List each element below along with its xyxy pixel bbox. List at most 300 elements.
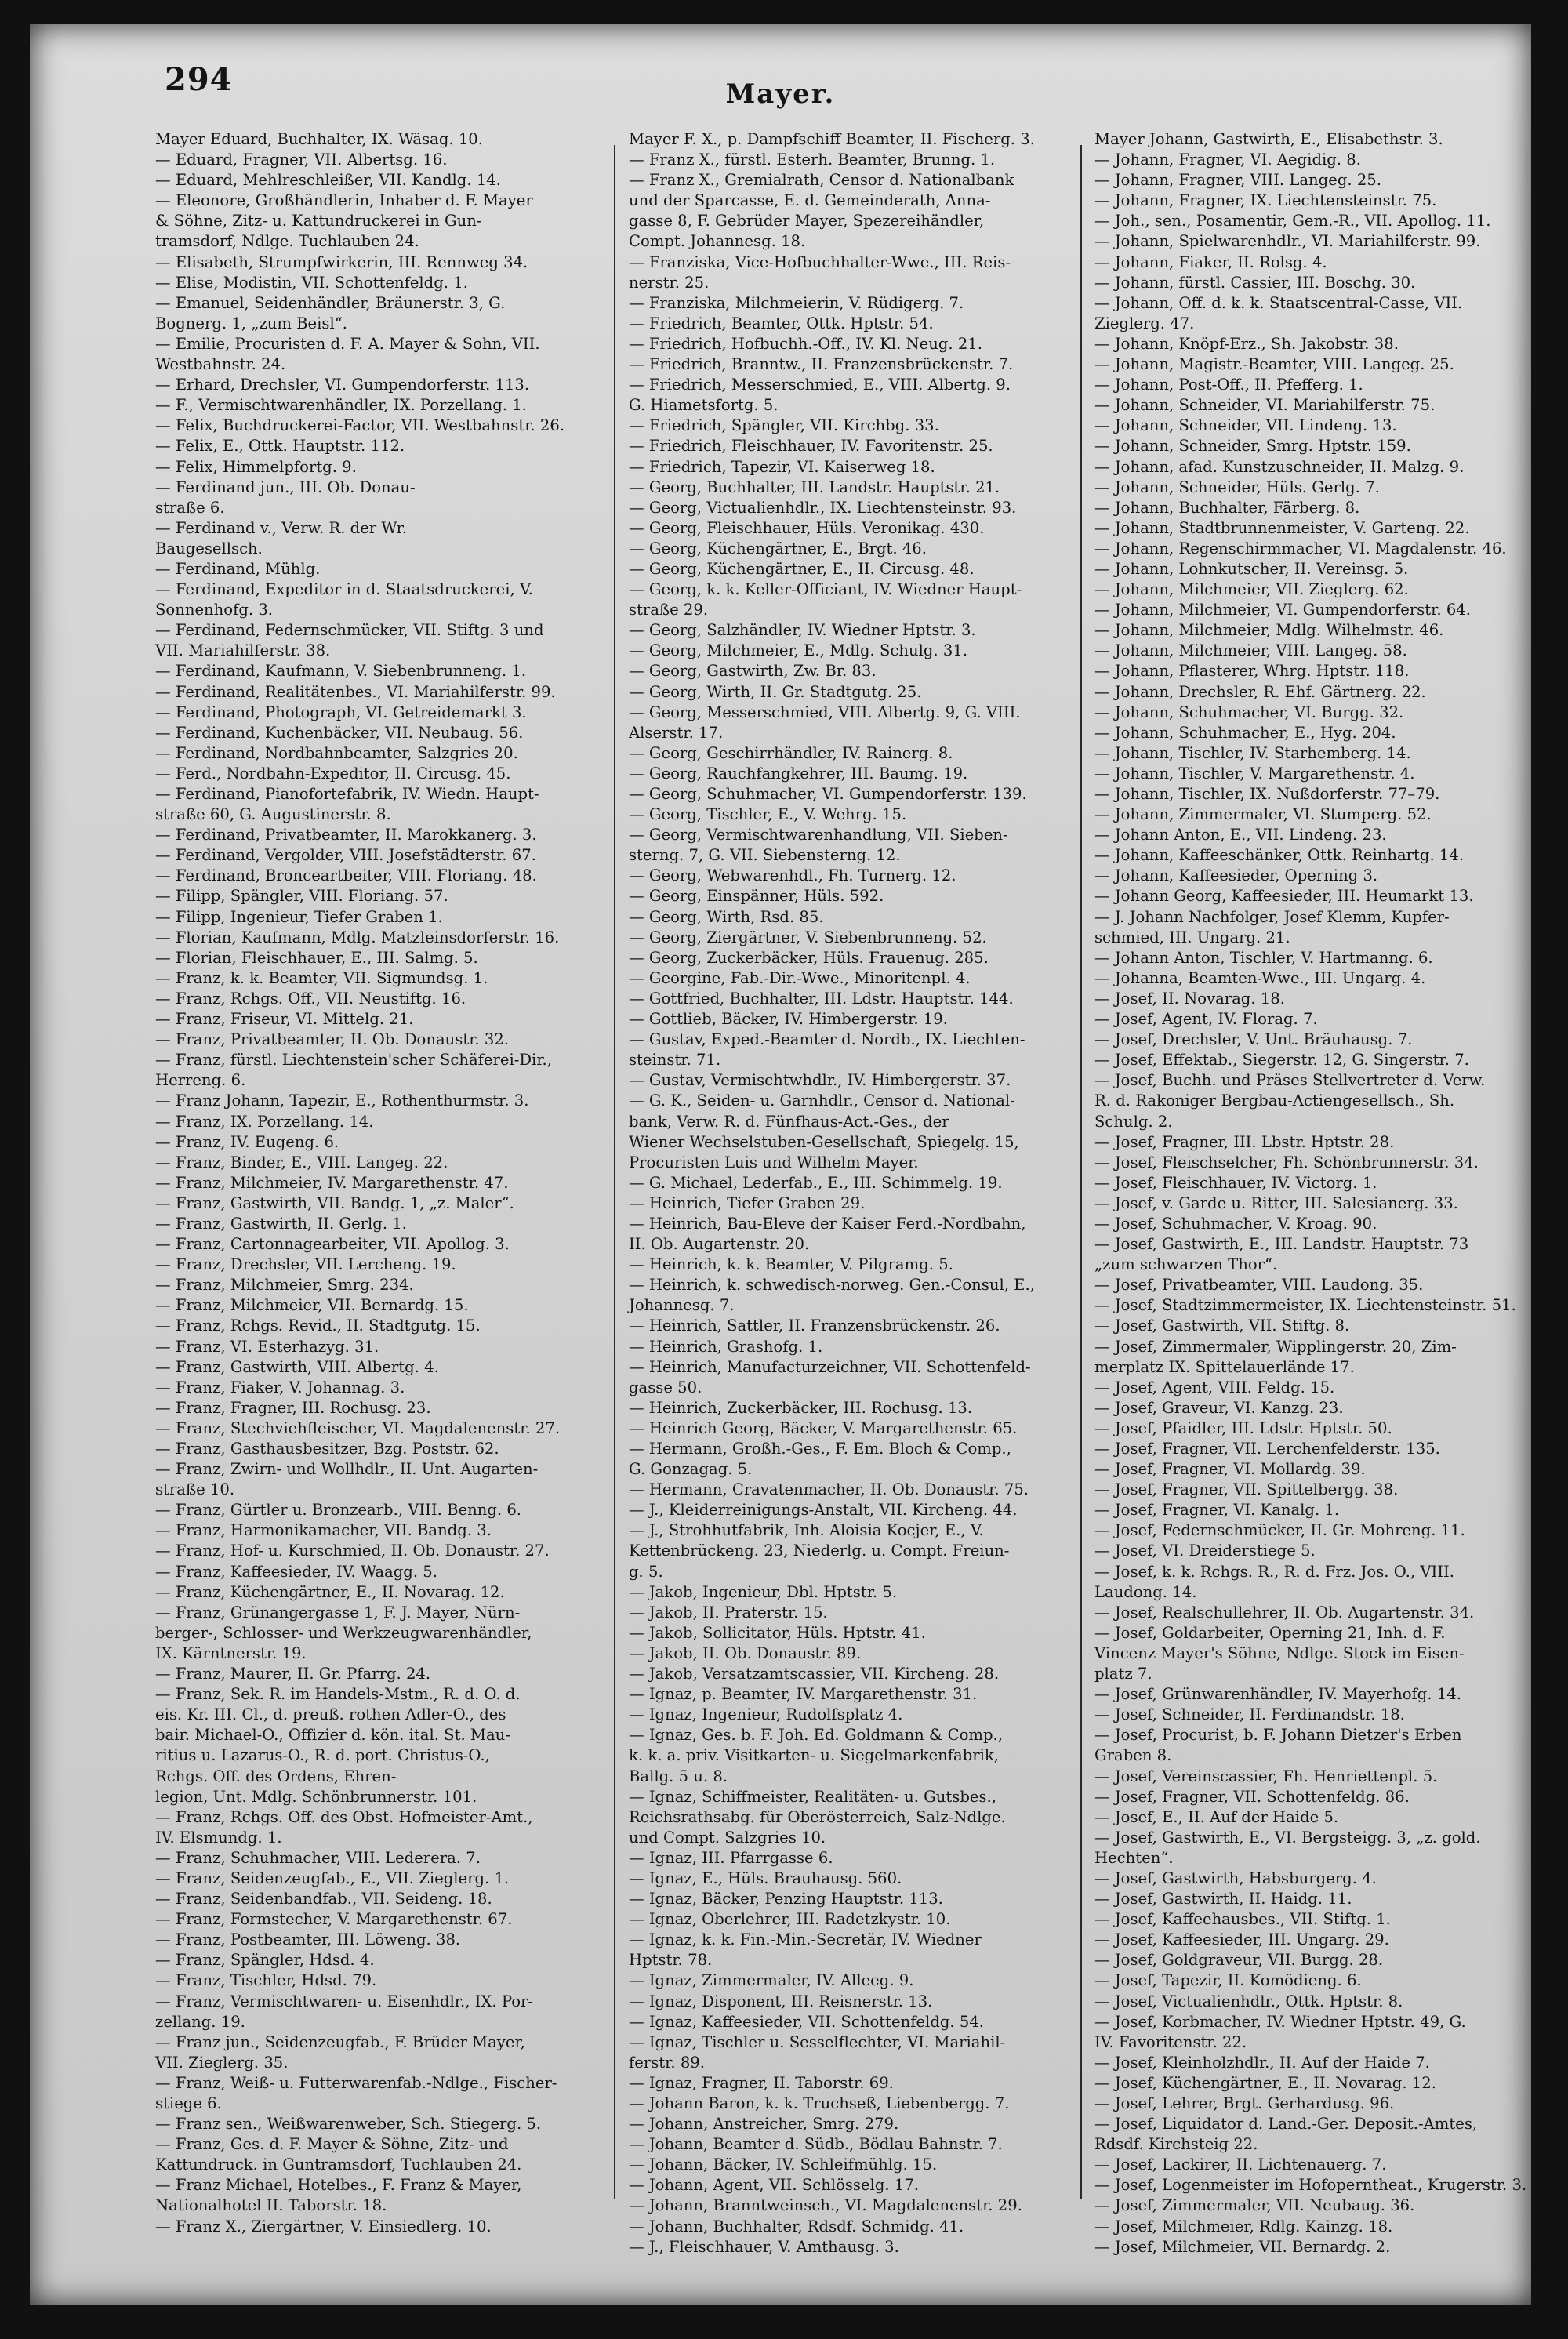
directory-entry-line: — Franz, Milchmeier, VII. Bernardg. 15.: [155, 1296, 469, 1315]
directory-entry-line: — Josef, Effektab., Siegerstr. 12, G. Singerstr. 7.: [1094, 1051, 1469, 1070]
directory-entry-line: — Johann, Schneider, VI. Mariahilferstr. 75.: [1094, 396, 1436, 415]
directory-entry-line: straße 10.: [155, 1480, 235, 1499]
directory-entry-line: — Franz, fürstl. Liechtenstein'scher Schäferei-Dir.,: [155, 1051, 552, 1070]
directory-entry-line: — Josef, Schneider, II. Ferdinandstr. 18.: [1094, 1705, 1405, 1724]
directory-entry-line: — Franz, Postbeamter, III. Löweng. 38.: [155, 1930, 461, 1949]
directory-entry-line: merplatz IX. Spittelauerlände 17.: [1094, 1357, 1355, 1376]
directory-entry-line: — Franz, Binder, E., VIII. Langeg. 22.: [155, 1153, 448, 1171]
directory-entry-line: — Georg, Wirth, Rsd. 85.: [629, 907, 824, 926]
directory-entry-line: — Josef, Kaffeehausbes., VII. Stiftg. 1.: [1094, 1910, 1391, 1929]
directory-entry-line: Alserstr. 17.: [629, 723, 724, 742]
directory-entry-line: — Florian, Fleischhauer, E., III. Salmg. 5.: [155, 948, 478, 967]
directory-entry-line: g. 5.: [629, 1562, 663, 1581]
directory-entry-line: schmied, III. Ungarg. 21.: [1094, 928, 1290, 946]
directory-entry-line: — Johann, Fragner, VIII. Langeg. 25.: [1094, 171, 1381, 190]
column-1: [155, 129, 604, 2235]
directory-entry-line: Graben 8.: [1094, 1746, 1172, 1765]
directory-entry-line: und Compt. Salzgries 10.: [629, 1828, 826, 1847]
directory-entry-line: eis. Kr. III. Cl., d. preuß. rothen Adler-O., des: [155, 1705, 506, 1724]
directory-entry-line: — Josef, Korbmacher, IV. Wiedner Hptstr. 49, G.: [1094, 2012, 1466, 2031]
directory-entry-line: — Felix, E., Ottk. Hauptstr. 112.: [155, 437, 405, 456]
directory-entry-line: — Franz Michael, Hotelbes., F. Franz & Mayer,: [155, 2176, 522, 2195]
directory-entry-line: Rchgs. Off. des Ordens, Ehren-: [155, 1767, 397, 1785]
directory-entry-line: — Franz, k. k. Beamter, VII. Sigmundsg. 1.: [155, 968, 488, 987]
directory-entry-line: — Franz, Seidenzeugfab., E., VII. Zieglerg. 1.: [155, 1869, 510, 1887]
directory-entry-line: Rdsdf. Kirchsteig 22.: [1094, 2135, 1258, 2154]
directory-entry-line: — Georg, Vermischtwarenhandlung, VII. Sieben-: [629, 826, 1008, 844]
directory-entry-line: bank, Verw. R. d. Fünfhaus-Act.-Ges., der: [629, 1112, 949, 1131]
directory-entry-line: Sonnenhofg. 3.: [155, 601, 274, 619]
directory-entry-line: k. k. a. priv. Visitkarten- u. Siegelmarkenfabrik,: [629, 1746, 999, 1765]
directory-entry-line: — Franziska, Milchmeierin, V. Rüdigerg. 7.: [629, 293, 964, 312]
directory-entry-line: — Franz, Milchmeier, IV. Margarethenstr. 47.: [155, 1173, 509, 1192]
directory-entry-line: — Johann Baron, k. k. Truchseß, Liebenbergg. 7.: [629, 2094, 1010, 2112]
directory-entry-line: — Franz, Stechviehfleischer, VI. Magdalenenstr. 27.: [155, 1418, 561, 1437]
directory-entry-line: — Franz X., fürstl. Esterh. Beamter, Brunng. 1.: [629, 151, 996, 169]
directory-entry-line: — Johann, Milchmeier, Mdlg. Wilhelmstr. 46.: [1094, 621, 1444, 640]
directory-entry-line: — Johann Georg, Kaffeesieder, III. Heumarkt 13.: [1094, 887, 1474, 906]
directory-entry-line: — Georg, k. k. Keller-Officiant, IV. Wiedner Haupt-: [629, 580, 1022, 599]
directory-entry-line: — Josef, Privatbeamter, VIII. Laudong. 35.: [1094, 1276, 1424, 1295]
directory-entry-line: bair. Michael-O., Offizier d. kön. ital. St. Mau-: [155, 1726, 510, 1745]
directory-entry-line: gasse 8, F. Gebrüder Mayer, Spezereihändler,: [629, 212, 985, 231]
directory-entry-line: ferstr. 89.: [629, 2053, 705, 2072]
directory-entry-line: — Josef, Goldarbeiter, Operning 21, Inh. d. F.: [1094, 1623, 1446, 1642]
directory-entry-line: „zum schwarzen Thor“.: [1094, 1255, 1278, 1274]
directory-entry-line: — Ignaz, Fragner, II. Taborstr. 69.: [629, 2073, 894, 2092]
directory-entry-line: Nationalhotel II. Taborstr. 18.: [155, 2196, 387, 2215]
directory-entry-line: — Georg, Geschirrhändler, IV. Rainerg. 8.: [629, 743, 953, 762]
directory-entry-line: — Franz X., Ziergärtner, V. Einsiedlerg. 10.: [155, 2217, 492, 2235]
directory-entry-line: G. Hiametsfortg. 5.: [629, 396, 779, 415]
directory-entry-line: — Friedrich, Spängler, VII. Kirchbg. 33.: [629, 416, 939, 435]
directory-entry-line: Hechten“.: [1094, 1848, 1174, 1867]
directory-entry-line: — Georg, Webwarenhdl., Fh. Turnerg. 12.: [629, 866, 956, 885]
directory-entry-line: — Josef, Fragner, VI. Kanalg. 1.: [1094, 1501, 1340, 1520]
directory-entry-line: — Josef, Procurist, b. F. Johann Dietzer's Erben: [1094, 1726, 1462, 1745]
directory-entry-line: — Josef, E., II. Auf der Haide 5.: [1094, 1807, 1339, 1826]
directory-entry-line: — Georg, Küchengärtner, E., II. Circusg. 48.: [629, 559, 975, 578]
directory-entry-line: — Josef, Lackirer, II. Lichtenauerg. 7.: [1094, 2156, 1387, 2174]
directory-entry-line: — Johann, Fragner, VI. Aegidig. 8.: [1094, 151, 1361, 169]
directory-entry-line: — Georg, Tischler, E., V. Wehrg. 15.: [629, 805, 907, 824]
directory-entry-line: — Georgine, Fab.-Dir.-Wwe., Minoritenpl. 4.: [629, 968, 971, 987]
directory-entry-line: — Johann, Spielwarenhdlr., VI. Mariahilferstr. 99.: [1094, 232, 1481, 251]
directory-entry-line: — Josef, Agent, VIII. Feldg. 15.: [1094, 1378, 1335, 1396]
directory-entry-line: — Ferdinand, Bronceartbeiter, VIII. Floriang. 48.: [155, 866, 537, 885]
directory-entry-line: — Johann, Branntweinsch., VI. Magdalenenstr. 29.: [629, 2196, 1022, 2215]
directory-entry-line: — Georg, Messerschmied, VIII. Albertg. 9, G. VIII.: [629, 703, 1021, 721]
directory-entry-line: IX. Kärntnerstr. 19.: [155, 1643, 307, 1662]
directory-entry-line: Herreng. 6.: [155, 1071, 246, 1090]
directory-entry-line: — Josef, Victualienhdlr., Ottk. Hptstr. 8.: [1094, 1992, 1403, 2010]
directory-entry-line: — Georg, Gastwirth, Zw. Br. 83.: [629, 662, 877, 681]
directory-entry-line: — Ignaz, Ingenieur, Rudolfsplatz 4.: [629, 1705, 903, 1724]
directory-entry-line: — Filipp, Spängler, VIII. Floriang. 57.: [155, 887, 448, 906]
directory-entry-line: — Emilie, Procuristen d. F. A. Mayer & Sohn, VII.: [155, 334, 540, 353]
directory-entry-line: berger-, Schlosser- und Werkzeugwarenhändler,: [155, 1623, 532, 1642]
directory-entry-line: — Ferd., Nordbahn-Expeditor, II. Circusg. 45.: [155, 764, 511, 783]
directory-entry-line: tramsdorf, Ndlge. Tuchlauben 24.: [155, 232, 419, 251]
directory-entry-line: — Heinrich Georg, Bäcker, V. Margarethenstr. 65.: [629, 1418, 1018, 1437]
directory-entry-line: — Heinrich, Grashofg. 1.: [629, 1337, 823, 1356]
directory-entry-line: — Ferdinand, Privatbeamter, II. Marokkanerg. 3.: [155, 826, 537, 844]
directory-entry-line: — Franz, Zwirn- und Wollhdlr., II. Unt. Augarten-: [155, 1460, 539, 1479]
directory-entry-line: — Josef, II. Novarag. 18.: [1094, 989, 1285, 1008]
directory-entry-line: — Felix, Himmelpfortg. 9.: [155, 457, 357, 476]
directory-entry-line: — Ignaz, p. Beamter, IV. Margarethenstr. 31.: [629, 1685, 978, 1704]
directory-entry-line: — Johann, fürstl. Cassier, III. Boschg. 30.: [1094, 273, 1416, 292]
directory-entry-line: — Ferdinand, Vergolder, VIII. Josefstädterstr. 67.: [155, 846, 536, 865]
directory-entry-line: — Elise, Modistin, VII. Schottenfeldg. 1.: [155, 273, 468, 292]
directory-entry-line: — Josef, Graveur, VI. Kanzg. 23.: [1094, 1398, 1344, 1417]
directory-entry-line: — Johann, Milchmeier, VII. Zieglerg. 62.: [1094, 580, 1409, 599]
directory-entry-line: — Josef, VI. Dreiderstiege 5.: [1094, 1542, 1316, 1560]
directory-entry-line: — Hermann, Großh.-Ges., F. Em. Bloch & Comp.,: [629, 1440, 1011, 1458]
directory-entry-line: — G. Michael, Lederfab., E., III. Schimmelg. 19.: [629, 1173, 1003, 1192]
directory-entry-line: Reichsrathsabg. für Oberösterreich, Salz-Ndlge.: [629, 1807, 1006, 1826]
directory-entry-line: — Johann, Buchhalter, Rdsdf. Schmidg. 41.: [629, 2217, 964, 2235]
directory-entry-line: — Josef, Grünwarenhändler, IV. Mayerhofg. 14.: [1094, 1685, 1461, 1704]
column-divider: [614, 145, 615, 2199]
directory-entry-line: Zieglerg. 47.: [1094, 314, 1195, 332]
directory-entry-line: — Johann, Magistr.-Beamter, VIII. Langeg. 25.: [1094, 355, 1454, 374]
directory-entry-line: — Johann, Post-Off., II. Pfefferg. 1.: [1094, 376, 1363, 394]
directory-entry-line: — Ignaz, Ges. b. F. Joh. Ed. Goldmann & Comp.,: [629, 1726, 1003, 1745]
directory-entry-line: Procuristen Luis und Wilhelm Mayer.: [629, 1153, 919, 1171]
directory-entry-line: — Josef, Kleinholzhdlr., II. Auf der Haide 7.: [1094, 2053, 1430, 2072]
directory-entry-line: — Heinrich, k. schwedisch-norweg. Gen.-Consul, E.,: [629, 1276, 1035, 1295]
directory-entry-line: Westbahnstr. 24.: [155, 355, 286, 374]
directory-entry-line: — Johann, Fragner, IX. Liechtensteinstr. 75.: [1094, 191, 1437, 210]
directory-entry-line: — Jakob, Sollicitator, Hüls. Hptstr. 41.: [629, 1623, 926, 1642]
directory-entry-line: Compt. Johannesg. 18.: [629, 232, 806, 251]
directory-entry-line: — Johann, Tischler, IX. Nußdorferstr. 77–79.: [1094, 785, 1440, 803]
directory-entry-line: — Johann, Schneider, Hüls. Gerlg. 7.: [1094, 478, 1380, 496]
directory-entry-line: — Josef, Schuhmacher, V. Kroag. 90.: [1094, 1214, 1377, 1233]
directory-entry-line: — Josef, Fragner, VII. Lerchenfelderstr. 135.: [1094, 1440, 1440, 1458]
directory-entry-line: — Josef, Pfaidler, III. Ldstr. Hptstr. 50.: [1094, 1418, 1392, 1437]
directory-entry-line: — Franz, Maurer, II. Gr. Pfarrg. 24.: [155, 1665, 431, 1683]
column-2: [629, 129, 1070, 2256]
directory-entry-line: — Georg, Schuhmacher, VI. Gumpendorferstr. 139.: [629, 785, 1027, 803]
directory-entry-line: — Franz, Gastwirth, VIII. Albertg. 4.: [155, 1357, 439, 1376]
directory-entry-line: — Josef, Zimmermaler, Wipplingerstr. 20, Zim-: [1094, 1337, 1457, 1356]
directory-entry-line: — Ferdinand, Kuchenbäcker, VII. Neubaug. 56.: [155, 723, 524, 742]
directory-entry-line: — Heinrich, Manufacturzeichner, VII. Schottenfeld-: [629, 1357, 1031, 1376]
directory-entry-line: R. d. Rakoniger Bergbau-Actiengesellsch., Sh.: [1094, 1091, 1455, 1110]
directory-entry-line: ritius u. Lazarus-O., R. d. port. Christus-O.,: [155, 1746, 490, 1765]
directory-entry-line: — Johann, Bäcker, IV. Schleifmühlg. 15.: [629, 2156, 938, 2174]
directory-entry-line: — Johann, Agent, VII. Schlösselg. 17.: [629, 2176, 920, 2195]
directory-entry-line: — Ignaz, Bäcker, Penzing Hauptstr. 113.: [629, 1890, 943, 1909]
directory-entry-line: nerstr. 25.: [629, 273, 710, 292]
directory-entry-line: — Franz, Milchmeier, Smrg. 234.: [155, 1276, 414, 1295]
directory-entry-line: Vincenz Mayer's Söhne, Ndlge. Stock im Eisen-: [1094, 1643, 1465, 1662]
directory-entry-line: & Söhne, Zitz- u. Kattundruckerei in Gun-: [155, 212, 482, 231]
directory-entry-line: — Josef, Gastwirth, II. Haidg. 11.: [1094, 1890, 1352, 1909]
directory-entry-line: — Eleonore, Großhändlerin, Inhaber d. F. Mayer: [155, 191, 533, 210]
directory-entry-line: — Ferdinand, Kaufmann, V. Siebenbrunneng. 1.: [155, 662, 527, 681]
directory-entry-line: — Johann, Kaffeeschänker, Ottk. Reinhartg. 14.: [1094, 846, 1465, 865]
directory-entry-line: — Josef, Drechsler, V. Unt. Bräuhausg. 7.: [1094, 1030, 1413, 1049]
directory-entry-line: — Johanna, Beamten-Wwe., III. Ungarg. 4.: [1094, 968, 1426, 987]
directory-entry-line: — Johann, Zimmermaler, VI. Stumperg. 52.: [1094, 805, 1432, 824]
directory-entry-line: — Elisabeth, Strumpfwirkerin, III. Rennweg 34.: [155, 252, 528, 271]
directory-entry-line: — Ignaz, Oberlehrer, III. Radetzkystr. 10.: [629, 1910, 951, 1929]
directory-entry-line: Wiener Wechselstuben-Gesellschaft, Spiegelg. 15,: [629, 1132, 1019, 1151]
directory-entry-line: — Franz, Ges. d. F. Mayer & Söhne, Zitz- und: [155, 2135, 509, 2154]
directory-entry-line: — Josef, Vereinscassier, Fh. Henriettenpl. 5.: [1094, 1767, 1438, 1785]
directory-entry-line: — Josef, k. k. Rchgs. R., R. d. Frz. Jos. O., VIII.: [1094, 1562, 1454, 1581]
directory-entry-line: — Georg, Victualienhdlr., IX. Liechtensteinstr. 93.: [629, 498, 1017, 517]
directory-entry-line: IV. Favoritenstr. 22.: [1094, 2032, 1247, 2051]
directory-entry-line: — Franz, Kaffeesieder, IV. Waagg. 5.: [155, 1562, 437, 1581]
directory-entry-line: — Friedrich, Hofbuchh.-Off., IV. Kl. Neug. 21.: [629, 334, 982, 353]
directory-entry-line: — Josef, Liquidator d. Land.-Ger. Deposit.-Amtes,: [1094, 2115, 1478, 2134]
directory-entry-line: II. Ob. Augartenstr. 20.: [629, 1235, 810, 1254]
directory-entry-line: — Franz, Küchengärtner, E., II. Novarag. 12.: [155, 1582, 505, 1601]
directory-entry-line: — Franz, IX. Porzellang. 14.: [155, 1112, 374, 1131]
directory-entry-line: — Josef, Zimmermaler, VII. Neubaug. 36.: [1094, 2196, 1415, 2215]
page-heading: Mayer.: [725, 78, 836, 110]
directory-entry-line: — Johann, Schneider, VII. Lindeng. 13.: [1094, 416, 1397, 435]
directory-entry-line: legion, Unt. Mdlg. Schönbrunnerstr. 101.: [155, 1787, 477, 1806]
directory-entry-line: — Josef, Gastwirth, E., VI. Bergsteigg. 3, „z. gold.: [1094, 1828, 1481, 1847]
directory-entry-line: — J., Kleiderreinigungs-Anstalt, VII. Kircheng. 44.: [629, 1501, 1018, 1520]
directory-entry-line: — Eduard, Mehlreschleißer, VII. Kandlg. 14.: [155, 171, 501, 190]
directory-entry-line: — Josef, Agent, IV. Florag. 7.: [1094, 1010, 1318, 1029]
directory-entry-line: — Josef, Milchmeier, Rdlg. Kainzg. 18.: [1094, 2217, 1393, 2235]
directory-entry-line: — Friedrich, Branntw., II. Franzensbrückenstr. 7.: [629, 355, 1014, 374]
directory-entry-line: — Johann, Regenschirmmacher, VI. Magdalenstr. 46.: [1094, 539, 1507, 558]
directory-entry-line: — Ferdinand, Pianofortefabrik, IV. Wiedn. Haupt-: [155, 785, 539, 803]
directory-entry-line: — Friedrich, Fleischhauer, IV. Favoritenstr. 25.: [629, 437, 993, 456]
directory-entry-line: — Johann, Beamter d. Südb., Bödlau Bahnstr. 7.: [629, 2135, 1003, 2154]
directory-entry-line: — Johann, Kaffeesieder, Operning 3.: [1094, 866, 1378, 885]
directory-entry-line: — Josef, Milchmeier, VII. Bernardg. 2.: [1094, 2237, 1391, 2256]
directory-entry-line: — Franz X., Gremialrath, Censor d. Nationalbank: [629, 171, 1014, 190]
directory-entry-line: — Josef, Fleischhauer, IV. Victorg. 1.: [1094, 1173, 1377, 1192]
directory-entry-line: — Georg, Milchmeier, E., Mdlg. Schulg. 31.: [629, 641, 968, 660]
directory-entry-line: — Johann Anton, Tischler, V. Hartmanng. 6.: [1094, 948, 1433, 967]
directory-entry-line: — Franz, Gasthausbesitzer, Bzg. Poststr. 62.: [155, 1440, 499, 1458]
directory-entry-line: — Johann, Knöpf-Erz., Sh. Jakobstr. 38.: [1094, 334, 1399, 353]
directory-entry-line: IV. Elsmundg. 1.: [155, 1828, 282, 1847]
directory-entry-line: — Ferdinand v., Verw. R. der Wr.: [155, 518, 408, 537]
directory-entry-line: — J., Strohhutfabrik, Inh. Aloisia Kocjer, E., V.: [629, 1521, 984, 1540]
directory-entry-line: — Franziska, Vice-Hofbuchhalter-Wwe., III. Reis-: [629, 252, 1011, 271]
directory-entry-line: — Franz, Hof- u. Kurschmied, II. Ob. Donaustr. 27.: [155, 1542, 550, 1560]
directory-entry-line: — Josef, Fragner, VI. Mollardg. 39.: [1094, 1460, 1366, 1479]
directory-entry-line: straße 6.: [155, 498, 225, 517]
directory-entry-line: — Johann Anton, E., VII. Lindeng. 23.: [1094, 826, 1387, 844]
directory-entry-line: — Franz, Grünangergasse 1, F. J. Mayer, Nürn-: [155, 1603, 521, 1622]
directory-entry-line: — Heinrich, Tiefer Graben 29.: [629, 1193, 866, 1212]
directory-entry-line: — Georg, Rauchfangkehrer, III. Baumg. 19.: [629, 764, 968, 783]
directory-entry-line: — Friedrich, Messerschmied, E., VIII. Albertg. 9.: [629, 376, 1011, 394]
directory-entry-line: — Johann, Milchmeier, VIII. Langeg. 58.: [1094, 641, 1407, 660]
directory-entry-line: — G. K., Seiden- u. Garnhdlr., Censor d. National-: [629, 1091, 1015, 1110]
directory-entry-line: straße 60, G. Augustinerstr. 8.: [155, 805, 391, 824]
directory-entry-line: platz 7.: [1094, 1665, 1152, 1683]
directory-entry-line: — Gottlieb, Bäcker, IV. Himbergerstr. 19.: [629, 1010, 948, 1029]
directory-entry-line: — Josef, Gastwirth, E., III. Landstr. Hauptstr. 73: [1094, 1235, 1469, 1254]
directory-entry-line: — Franz, Spängler, Hdsd. 4.: [155, 1951, 375, 1970]
directory-entry-line: — Eduard, Fragner, VII. Albertsg. 16.: [155, 151, 448, 169]
directory-entry-line: — Ignaz, Schiffmeister, Realitäten- u. Gutsbes.,: [629, 1787, 997, 1806]
directory-entry-line: VII. Mariahilferstr. 38.: [155, 641, 331, 660]
directory-entry-line: — Franz, Sek. R. im Handels-Mstm., R. d. O. d.: [155, 1685, 521, 1704]
directory-entry-line: — Johann, Pflasterer, Whrg. Hptstr. 118.: [1094, 662, 1410, 681]
directory-entry-line: — Johann, Milchmeier, VI. Gumpendorferstr. 64.: [1094, 601, 1471, 619]
directory-entry-line: — Franz sen., Weißwarenweber, Sch. Stiegerg. 5.: [155, 2115, 542, 2134]
directory-entry-line: — Franz, Vermischtwaren- u. Eisenhdlr., IX. Por-: [155, 1992, 533, 2010]
directory-entry-line: — Josef, Stadtzimmermeister, IX. Liechtensteinstr. 51.: [1094, 1296, 1516, 1315]
directory-entry-line: — Emanuel, Seidenhändler, Bräunerstr. 3, G.: [155, 293, 506, 312]
directory-entry-line: straße 29.: [629, 601, 709, 619]
directory-entry-line: — Josef, Federnschmücker, II. Gr. Mohreng. 11.: [1094, 1521, 1465, 1540]
directory-entry-line: — Ignaz, E., Hüls. Brauhausg. 560.: [629, 1869, 902, 1887]
directory-entry-line: — Johann, Schuhmacher, E., Hyg. 204.: [1094, 723, 1396, 742]
directory-entry-line: — Franz, Weiß- u. Futterwarenfab.-Ndlge., Fischer-: [155, 2073, 557, 2092]
directory-entry-line: — Gustav, Vermischtwhdlr., IV. Himbergerstr. 37.: [629, 1071, 1011, 1090]
directory-entry-line: — Georg, Buchhalter, III. Landstr. Hauptstr. 21.: [629, 478, 1000, 496]
directory-entry-line: Schulg. 2.: [1094, 1112, 1173, 1131]
directory-entry-line: Kattundruck. in Guntramsdorf, Tuchlauben 24.: [155, 2156, 522, 2174]
directory-entry-line: — Ferdinand, Realitätenbes., VI. Mariahilferstr. 99.: [155, 682, 556, 701]
directory-entry-line: — Johann, Schneider, Smrg. Hptstr. 159.: [1094, 437, 1411, 456]
directory-entry-line: — Josef, Goldgraveur, VII. Burgg. 28.: [1094, 1951, 1384, 1970]
directory-entry-line: — Josef, Kaffeesieder, III. Ungarg. 29.: [1094, 1930, 1389, 1949]
directory-entry-line: — Franz, IV. Eugeng. 6.: [155, 1132, 339, 1151]
directory-entry-line: VII. Zieglerg. 35.: [155, 2053, 289, 2072]
directory-entry-line: — Franz, Gastwirth, II. Gerlg. 1.: [155, 1214, 407, 1233]
directory-entry-line: Baugesellsch.: [155, 539, 263, 558]
directory-entry-line: — J. Johann Nachfolger, Josef Klemm, Kupfer-: [1094, 907, 1450, 926]
directory-entry-line: — Ignaz, Disponent, III. Reisnerstr. 13.: [629, 1992, 933, 2010]
directory-entry-line: — Georg, Ziergärtner, V. Siebenbrunneng. 52.: [629, 928, 987, 946]
directory-entry-line: — Franz, Formstecher, V. Margarethenstr. 67.: [155, 1910, 513, 1929]
directory-entry-line: — Johann, afad. Kunstzuschneider, II. Malzg. 9.: [1094, 457, 1465, 476]
directory-page: [30, 24, 1531, 2305]
directory-entry-line: — Johann, Off. d. k. k. Staatscentral-Casse, VII.: [1094, 293, 1463, 312]
directory-entry-line: — Georg, Einspänner, Hüls. 592.: [629, 887, 884, 906]
directory-entry-line: — Johann, Anstreicher, Smrg. 279.: [629, 2115, 899, 2134]
directory-entry-line: — Hermann, Cravatenmacher, II. Ob. Donaustr. 75.: [629, 1480, 1029, 1499]
directory-entry-line: — Josef, Buchh. und Präses Stellvertreter d. Verw.: [1094, 1071, 1486, 1090]
directory-entry-line: — Franz, Gastwirth, VII. Bandg. 1, „z. Maler“.: [155, 1193, 514, 1212]
directory-entry-line: Mayer Johann, Gastwirth, E., Elisabethstr. 3.: [1094, 130, 1443, 148]
directory-entry-line: — Johann, Tischler, IV. Starhemberg. 14.: [1094, 743, 1411, 762]
directory-entry-line: — Franz, Rchgs. Revid., II. Stadtgutg. 15.: [155, 1317, 481, 1335]
directory-entry-line: — Josef, Tapezir, II. Komödieng. 6.: [1094, 1971, 1362, 1990]
directory-entry-line: — Josef, Realschullehrer, II. Ob. Augartenstr. 34.: [1094, 1603, 1475, 1622]
directory-entry-line: — Johann, Buchhalter, Färberg. 8.: [1094, 498, 1360, 517]
directory-entry-line: G. Gonzagag. 5.: [629, 1460, 753, 1479]
directory-entry-line: — Friedrich, Beamter, Ottk. Hptstr. 54.: [629, 314, 934, 332]
directory-entry-line: — Gottfried, Buchhalter, III. Ldstr. Hauptstr. 144.: [629, 989, 1014, 1008]
directory-entry-line: — Franz, Rchgs. Off. des Obst. Hofmeister-Amt.,: [155, 1807, 533, 1826]
directory-entry-line: — Ignaz, Tischler u. Sesselflechter, VI. Mariahil-: [629, 2032, 1006, 2051]
directory-entry-line: — Friedrich, Tapezir, VI. Kaiserweg 18.: [629, 457, 935, 476]
directory-entry-line: — Filipp, Ingenieur, Tiefer Graben 1.: [155, 907, 443, 926]
directory-entry-line: — Jakob, Versatzamtscassier, VII. Kircheng. 28.: [629, 1665, 1000, 1683]
directory-entry-line: — Franz, Rchgs. Off., VII. Neustiftg. 16.: [155, 989, 466, 1008]
directory-entry-line: — Ferdinand, Expeditor in d. Staatsdruckerei, V.: [155, 580, 533, 599]
directory-entry-line: — Josef, Fragner, VII. Spittelbergg. 38.: [1094, 1480, 1399, 1499]
directory-entry-line: — Ferdinand jun., III. Ob. Donau-: [155, 478, 416, 496]
directory-entry-line: — Johann, Fiaker, II. Rolsg. 4.: [1094, 252, 1327, 271]
directory-entry-line: — Ferdinand, Photograph, VI. Getreidemarkt 3.: [155, 703, 527, 721]
directory-entry-line: — Josef, Fragner, VII. Schottenfeldg. 86.: [1094, 1787, 1410, 1806]
directory-entry-line: — Jakob, II. Praterstr. 15.: [629, 1603, 828, 1622]
directory-entry-line: — Georg, Fleischhauer, Hüls. Veronikag. 430.: [629, 518, 985, 537]
directory-entry-line: — Florian, Kaufmann, Mdlg. Matzleinsdorferstr. 16.: [155, 928, 560, 946]
directory-entry-line: — Franz, Fiaker, V. Johannag. 3.: [155, 1378, 405, 1396]
directory-entry-line: Kettenbrückeng. 23, Niederlg. u. Compt. Freiun-: [629, 1542, 1010, 1560]
directory-entry-line: — Franz, VI. Esterhazyg. 31.: [155, 1337, 379, 1356]
directory-entry-line: — Franz, Seidenbandfab., VII. Seideng. 18.: [155, 1890, 492, 1909]
directory-entry-line: — Jakob, Ingenieur, Dbl. Hptstr. 5.: [629, 1582, 898, 1601]
directory-entry-line: gasse 50.: [629, 1378, 702, 1396]
directory-entry-line: — Heinrich, Sattler, II. Franzensbrückenstr. 26.: [629, 1317, 1000, 1335]
directory-entry-line: — Johann, Schuhmacher, VI. Burgg. 32.: [1094, 703, 1404, 721]
directory-entry-line: — J., Fleischhauer, V. Amthausg. 3.: [629, 2237, 899, 2256]
directory-entry-line: — Heinrich, Bau-Eleve der Kaiser Ferd.-Nordbahn,: [629, 1214, 1026, 1233]
directory-entry-line: — Franz, Drechsler, VII. Lercheng. 19.: [155, 1255, 456, 1274]
directory-entry-line: — Josef, Gastwirth, VII. Stiftg. 8.: [1094, 1317, 1350, 1335]
directory-entry-line: — Ferdinand, Nordbahnbeamter, Salzgries 20.: [155, 743, 518, 762]
directory-entry-line: — Franz, Schuhmacher, VIII. Lederera. 7.: [155, 1848, 481, 1867]
directory-entry-line: Bognerg. 1, „zum Beisl“.: [155, 314, 347, 332]
directory-entry-line: — Ignaz, Zimmermaler, IV. Alleeg. 9.: [629, 1971, 914, 1990]
directory-entry-line: sterng. 7, G. VII. Siebensterng. 12.: [629, 846, 901, 865]
directory-entry-line: — Josef, Küchengärtner, E., II. Novarag. 12.: [1094, 2073, 1436, 2092]
directory-entry-line: — Georg, Wirth, II. Gr. Stadtgutg. 25.: [629, 682, 922, 701]
directory-entry-line: — Johann, Tischler, V. Margarethenstr. 4.: [1094, 764, 1415, 783]
directory-entry-line: — Franz, Gürtler u. Bronzearb., VIII. Benng. 6.: [155, 1501, 522, 1520]
directory-entry-line: — Josef, Lehrer, Brgt. Gerhardusg. 96.: [1094, 2094, 1395, 2112]
directory-entry-line: — Heinrich, k. k. Beamter, V. Pilgramg. 5.: [629, 1255, 953, 1274]
directory-entry-line: — Georg, Küchengärtner, E., Brgt. 46.: [629, 539, 927, 558]
directory-entry-line: Mayer F. X., p. Dampfschiff Beamter, II. Fischerg. 3.: [629, 130, 1035, 148]
directory-entry-line: — Gustav, Exped.-Beamter d. Nordb., IX. Liechten-: [629, 1030, 1025, 1049]
directory-entry-line: Ballg. 5 u. 8.: [629, 1767, 728, 1785]
directory-entry-line: — Franz, Privatbeamter, II. Ob. Donaustr. 32.: [155, 1030, 510, 1049]
directory-entry-line: — Ferdinand, Mühlg.: [155, 559, 321, 578]
directory-entry-line: — Johann, Lohnkutscher, II. Vereinsg. 5.: [1094, 559, 1409, 578]
directory-entry-line: — Franz, Friseur, VI. Mittelg. 21.: [155, 1010, 414, 1029]
directory-entry-line: Laudong. 14.: [1094, 1582, 1197, 1601]
directory-entry-line: — Franz, Fragner, III. Rochusg. 23.: [155, 1398, 431, 1417]
directory-entry-line: — Franz jun., Seidenzeugfab., F. Brüder Mayer,: [155, 2032, 525, 2051]
directory-entry-line: Hptstr. 78.: [629, 1951, 713, 1970]
directory-entry-line: — Josef, Fleischselcher, Fh. Schönbrunnerstr. 34.: [1094, 1153, 1479, 1171]
directory-entry-line: — Ignaz, k. k. Fin.-Min.-Secretär, IV. Wiedner: [629, 1930, 982, 1949]
directory-entry-line: steinstr. 71.: [629, 1051, 721, 1070]
directory-entry-line: Mayer Eduard, Buchhalter, IX. Wäsag. 10.: [155, 130, 483, 148]
directory-entry-line: — Franz, Tischler, Hdsd. 79.: [155, 1971, 377, 1990]
directory-entry-line: — Josef, Fragner, III. Lbstr. Hptstr. 28.: [1094, 1132, 1395, 1151]
directory-entry-line: zellang. 19.: [155, 2012, 245, 2031]
column-3: [1094, 129, 1534, 2256]
directory-entry-line: — Franz, Harmonikamacher, VII. Bandg. 3.: [155, 1521, 492, 1540]
directory-entry-line: — Franz Johann, Tapezir, E., Rothenthurmstr. 3.: [155, 1091, 529, 1110]
directory-entry-line: stiege 6.: [155, 2094, 222, 2112]
directory-entry-line: — Felix, Buchdruckerei-Factor, VII. Westbahnstr. 26.: [155, 416, 565, 435]
directory-entry-line: — Heinrich, Zuckerbäcker, III. Rochusg. 13.: [629, 1398, 973, 1417]
